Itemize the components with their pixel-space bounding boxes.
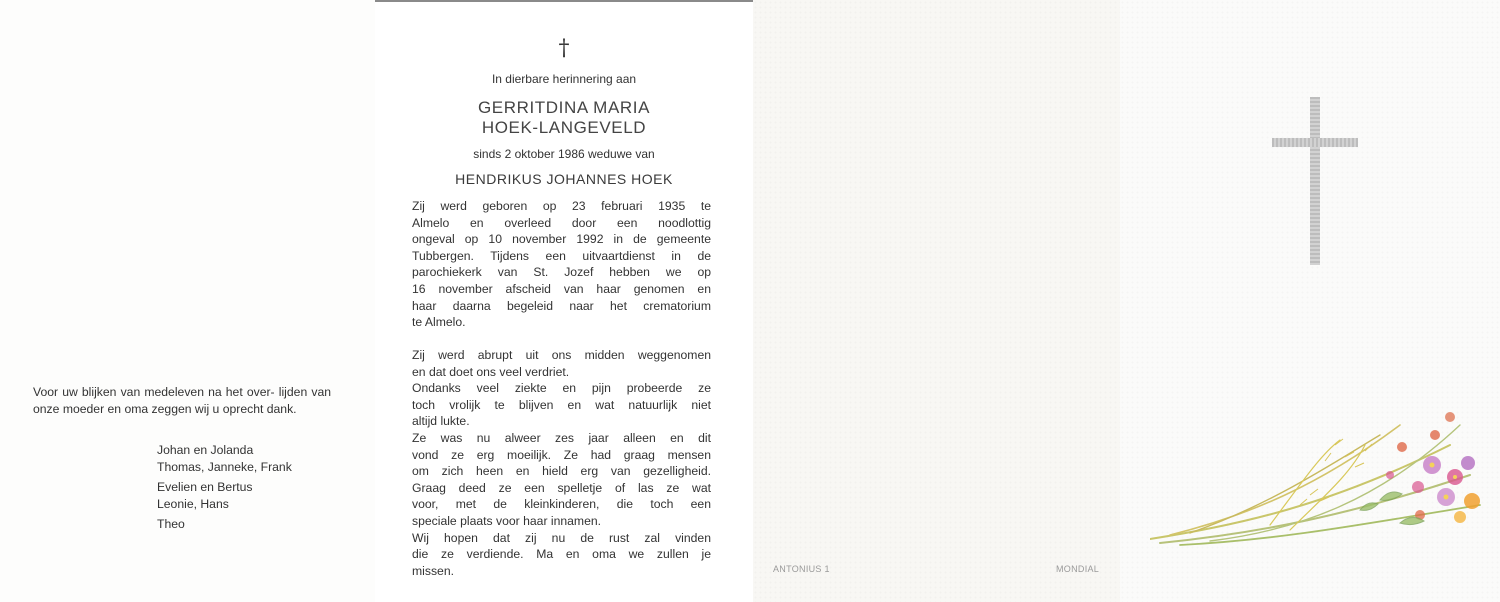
paragraph-line: en dat doet ons veel verdriet. (412, 364, 570, 379)
paragraph-line: voor, met de kleinkinderen, die toch een (412, 497, 711, 512)
thanks-text (33, 384, 331, 418)
paragraph-line: om zich heen en hield erg van gezelligheid. (412, 464, 711, 479)
paragraph-line: Wij hopen dat zij nu de rust zal vinden (412, 530, 711, 545)
remembrance-paragraph (412, 347, 711, 579)
paragraph-line: Tubbergen. Tijdens een uitvaartdienst in de (412, 248, 711, 263)
thanks-line: Voor uw blijken van medeleven na het over- (33, 385, 275, 399)
paragraph-line: missen. (412, 563, 454, 578)
paragraph-line: haar daarna begeleid naar het crematorium (412, 298, 711, 313)
imprint-left: ANTONIUS 1 (773, 564, 830, 574)
paragraph-line: ongeval op 10 november 1992 in de gemeente (412, 232, 711, 247)
flower-bouquet-icon (1150, 405, 1500, 555)
paragraph-line: Zij werd abrupt uit ons midden weggenomen (412, 348, 711, 362)
paragraph-line: te Almelo. (412, 315, 466, 330)
biography-paragraph (412, 198, 711, 331)
signatory: Thomas, Janneke, Frank (157, 459, 292, 474)
paragraph-line: toch vrolijk te blijven en wat natuurlijk niet (412, 397, 711, 412)
paragraph-line: Zij werd geboren op 23 februari 1935 te (412, 199, 711, 213)
back-panel (753, 0, 1120, 602)
paragraph-line: altijd lukte. (412, 414, 470, 429)
intro-text: In dierbare herinnering aan (491, 72, 637, 86)
imprint-right: MONDIAL (1056, 564, 1100, 574)
cover-panel (1120, 0, 1500, 602)
signatories (157, 442, 292, 533)
thanks-line: u oprecht dank. (212, 402, 297, 416)
husband-name: HENDRIKUS JOHANNES HOEK (455, 171, 673, 187)
signatory: Leonie, Hans (157, 496, 229, 511)
paragraph-line: Ondanks veel ziekte en pijn probeerde ze (412, 381, 711, 396)
paragraph-line: die ze verdiende. Ma en oma we zullen je (412, 547, 711, 562)
deceased-name-line2: HOEK-LANGEVELD (481, 118, 647, 137)
silver-cross-icon (1272, 97, 1358, 265)
paragraph-line: vond ze erg moeilijk. Ze had graag mensen (412, 447, 711, 462)
signatory: Theo (157, 517, 185, 531)
paragraph-line: parochiekerk van St. Jozef hebben we op (412, 265, 711, 280)
paragraph-line: speciale plaats voor haar innamen. (412, 513, 602, 528)
paragraph-line: Graag deed ze een spelletje of las ze wat (412, 480, 711, 495)
paragraph-line: Ze was nu alweer zes jaar alleen en dit (412, 430, 711, 445)
deceased-name-line1: GERRITDINA MARIA (477, 98, 651, 117)
paragraph-line: 16 november afscheid van haar genomen en (412, 281, 711, 296)
widow-since-text: sinds 2 oktober 1986 weduwe van (473, 147, 655, 161)
signatory: Johan en Jolanda (157, 443, 254, 457)
cross-icon: † (558, 36, 570, 61)
memorial-panel (375, 0, 753, 602)
signatory: Evelien en Bertus (157, 480, 253, 494)
thanks-panel (0, 0, 375, 602)
thanks-line: lijden van onze moeder en oma zeggen wij (33, 385, 331, 416)
paragraph-line: Almelo en overleed door een noodlottig (412, 215, 711, 230)
